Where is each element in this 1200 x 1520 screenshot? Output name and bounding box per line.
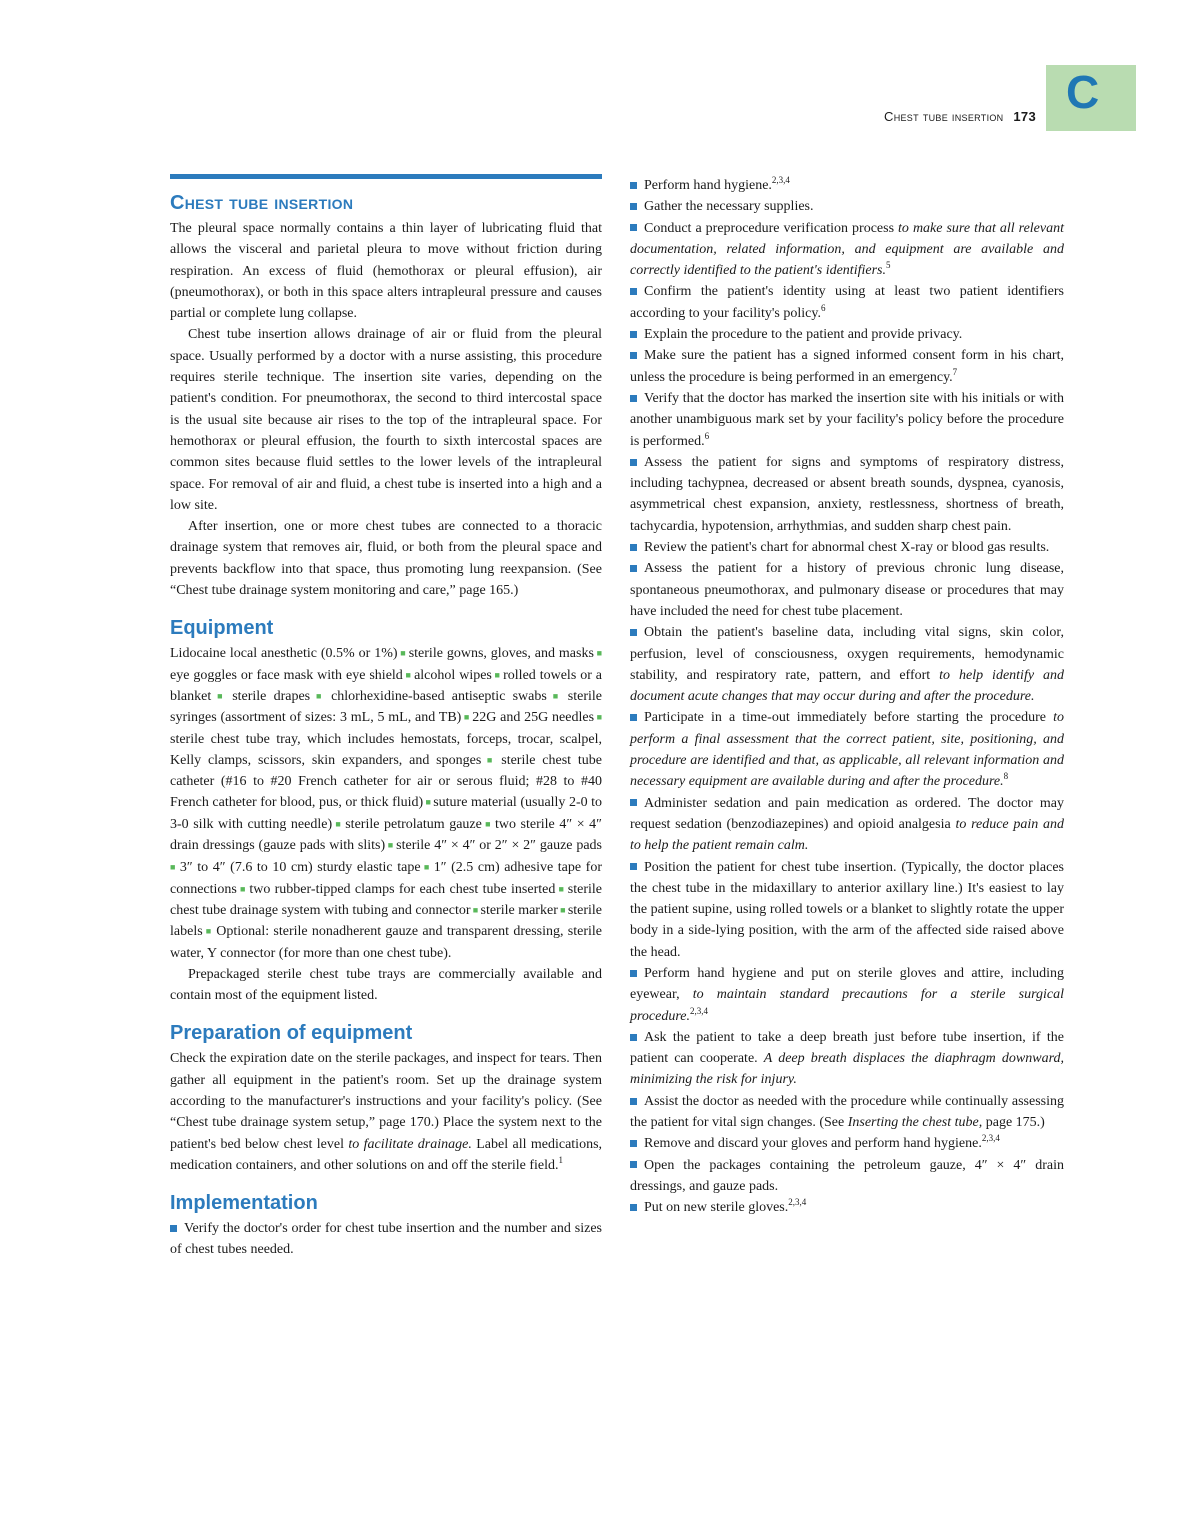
separator-square-icon: ■: [557, 904, 568, 915]
separator-square-icon: ■: [461, 712, 473, 723]
bullet-icon: [630, 1098, 637, 1105]
separator-square-icon: ■: [332, 818, 346, 829]
step-text: Assist the doctor as needed with the procedure while continually assessing the patient for vital sign changes. (See: [630, 1093, 1064, 1131]
step-text: Position the patient for chest tube insertion. (Typically, the doctor places the chest tube in the midaxillary to anterior axillary line.) It's easiest to lay the patient supine, using rolled towels or a blanket to slightly rotate the upper body in a side-lying position, with the arm of the affected side raised above the head.: [630, 859, 1064, 960]
list-item: [630, 218, 1064, 282]
list-item: [630, 1133, 1064, 1154]
step-reference: 8: [1003, 771, 1009, 782]
equipment-item: sterile drapes: [232, 688, 311, 704]
intro-paragraph-1: The pleural space normally contains a thin layer of lubricating fluid that allows the visceral and parietal pleura to move without friction during respiration. An excess of fluid (hemothorax or pleural effusion), air (pneumothorax), or both in this space alters intrapleural pressure and causes partial or complete lung collapse.: [170, 221, 602, 322]
list-item: [630, 281, 1064, 324]
preparation-text: [170, 1048, 602, 1176]
step-text: Open the packages containing the petroleum gauze, 4″ × 4″ drain dressings, and gauze pads.: [630, 1157, 1064, 1194]
bullet-icon: [630, 352, 637, 359]
equipment-list: [170, 643, 602, 963]
list-item: [630, 857, 1064, 963]
step-text: Perform hand hygiene.: [644, 178, 772, 193]
equipment-item: 1″ (2.5 cm) adhesive tape for connections: [170, 860, 603, 897]
equipment-item: sterile syringes (assortment of sizes: 3 mL, 5 mL, and TB): [170, 688, 602, 726]
equipment-item: sterile petrolatum gauze: [345, 816, 482, 832]
separator-square-icon: ■: [170, 862, 180, 873]
step-rationale: Inserting the chest tube,: [847, 1115, 983, 1131]
article-title: Chest tube insertion: [170, 192, 354, 214]
list-item: [630, 1155, 1064, 1198]
separator-square-icon: ■: [594, 712, 603, 723]
bullet-icon: [630, 459, 637, 466]
step-text: Participate in a time-out immediately before starting the procedure: [644, 710, 1046, 726]
intro-paragraph-3: After insertion, one or more chest tubes are connected to a thoracic drainage system that removes air, fluid, or both from the pleural space and prevents backflow into that space, thus promoting lung reexpansion. (See “Chest tube drainage system monitoring and care,” page 165.): [170, 519, 602, 599]
step-text: Administer sedation and pain medication as ordered. The doctor may request sedation (benzodiazepines) and opioid analgesia: [630, 795, 1064, 832]
list-item: [630, 388, 1064, 452]
bullet-icon: [630, 565, 637, 572]
list-item: [630, 1091, 1064, 1134]
bullet-icon: [630, 1034, 637, 1041]
step-rationale: to perform a final assessment that the correct patient, site, positioning, and procedure are identified and that, as applicable, all relevant information and necessary equipment are available during and after the procedure.: [630, 710, 1064, 790]
equipment-item: Lidocaine local anesthetic (0.5% or 1%): [170, 646, 398, 662]
preparation-heading: Preparation of equipment: [170, 1022, 413, 1045]
steps-list: [630, 175, 1064, 1219]
step-text: Assess the patient for signs and symptoms of respiratory distress, including tachypnea, decreased or absent breath sounds, dyspnea, cyanosis, asymmetrical chest expansion, anxiety, restlessness, shortness of breath, tachycardia, hypotension, arrhythmias, and sudden sharp chest pain.: [630, 454, 1064, 534]
step-text: Conduct a preprocedure verification process: [644, 220, 895, 236]
equipment-item: sterile chest tube drainage system with tubing and connector: [170, 881, 603, 918]
running-title: Chest tube insertion: [884, 109, 1004, 124]
list-item: [630, 452, 1064, 537]
bullet-icon: [630, 288, 637, 295]
separator-square-icon: ■: [236, 883, 250, 894]
bullet-icon: [630, 224, 637, 231]
separator-square-icon: ■: [423, 797, 434, 808]
list-item: [630, 196, 1064, 217]
list-item: [630, 793, 1064, 857]
equipment-item: eye goggles or face mask with eye shield: [170, 667, 403, 683]
separator-square-icon: ■: [202, 926, 212, 937]
bullet-icon: [630, 395, 637, 402]
step-tail: page 175.): [985, 1115, 1045, 1131]
step-text: Make sure the patient has a signed informed consent form in his chart, unless the procedure is being performed in an emergency.: [630, 348, 1064, 385]
step-text: Verify the doctor's order for chest tube insertion and the number and sizes of chest tubes needed.: [170, 1221, 602, 1258]
step-text: Obtain the patient's baseline data, including vital signs, skin color, perfusion, level of consciousness, oxygen requirements, hemodynamic stability, and respiratory rate, pattern, and effort: [630, 625, 1064, 683]
right-column: [630, 175, 1064, 1219]
step-text: Verify that the doctor has marked the insertion site with his initials or with another unambiguous mark set by your facility's policy before the procedure is performed.: [630, 390, 1064, 449]
step-reference: 2,3,4: [690, 1005, 708, 1016]
separator-square-icon: ■: [402, 669, 415, 680]
prep-text-2: Label all medications, medication containers, and other solutions on and off the sterile field.: [170, 1136, 603, 1173]
step-reference: 7: [952, 366, 958, 377]
list-item: [630, 175, 1064, 196]
separator-square-icon: ■: [481, 818, 495, 829]
separator-square-icon: ■: [481, 754, 502, 765]
equipment-item: sterile chest tube catheter (#16 to #20 French catheter for air or serous fluid; #28 to #40 French catheter for blood, pus, or thick fluid): [170, 752, 603, 811]
equipment-item: two sterile 4″ × 4″ drain dressings (gauze pads with slits): [170, 816, 602, 854]
list-item: [630, 537, 1064, 558]
implementation-heading: Implementation: [170, 1192, 318, 1215]
bullet-icon: [630, 629, 637, 636]
prep-text: Check the expiration date on the sterile packages, and inspect for tears. Then gather all equipment in the patient's room. Set up the drainage system according to the manufacturer's instructions and your facility's policy. (See “Chest tube drainage system setup,” page 170.) Place the system next to the patient's bed below chest level: [170, 1051, 602, 1152]
step-text: Ask the patient to take a deep breath just before tube insertion, if the patient can cooperate.: [630, 1029, 1064, 1067]
step-reference: 6: [704, 430, 710, 441]
prepackaged-note: Prepackaged sterile chest tube trays are commercially available and contain most of the equipment listed.: [170, 966, 602, 1004]
equipment-item: sterile labels: [170, 902, 603, 940]
equipment-item: sterile gowns, gloves, and masks: [408, 646, 594, 662]
bullet-icon: [630, 970, 637, 977]
prep-rationale: to facilitate drainage.: [348, 1136, 472, 1152]
step-text: Gather the necessary supplies.: [644, 199, 814, 215]
prep-reference: 1: [558, 1154, 564, 1165]
step-rationale: to make sure that all relevant documentation, related information, and equipment are available and correctly identified to the patient's identifiers.: [630, 220, 1064, 279]
list-item: [630, 558, 1064, 622]
step-rationale: to maintain standard precautions for a sterile surgical procedure.: [630, 987, 1064, 1024]
equipment-item: chlorhexidine-based antiseptic swabs: [331, 688, 547, 704]
page-number: 173: [1013, 109, 1036, 124]
list-item: [630, 963, 1064, 1027]
step-text: Remove and discard your gloves and perform hand hygiene.: [644, 1136, 982, 1152]
step-reference: 5: [885, 260, 891, 271]
step-rationale: A deep breath displaces the diaphragm downward, minimizing the risk for injury.: [630, 1051, 1065, 1088]
step-reference: 2,3,4: [771, 175, 790, 185]
bullet-icon: [630, 863, 637, 870]
list-item: [630, 707, 1064, 792]
separator-square-icon: ■: [310, 690, 332, 701]
list-item: [630, 324, 1064, 345]
equipment-item: 22G and 25G needles: [472, 710, 595, 726]
separator-square-icon: ■: [546, 690, 568, 701]
step-text: Perform hand hygiene and put on sterile gloves and attire, including eyewear,: [630, 965, 1064, 1003]
bullet-icon: [630, 799, 637, 806]
equipment-item: two rubber-tipped clamps for each chest tube inserted: [249, 881, 556, 897]
bullet-icon: [630, 714, 637, 721]
separator-square-icon: ■: [211, 690, 233, 701]
separator-square-icon: ■: [397, 648, 409, 659]
step-reference: 2,3,4: [788, 1197, 807, 1208]
bullet-icon: [630, 544, 637, 551]
section-tab: [1046, 65, 1136, 131]
equipment-item: alcohol wipes: [414, 667, 492, 683]
bullet-icon: [630, 1204, 637, 1211]
title-rule: [170, 174, 602, 179]
step-rationale: to help identify and document acute changes that may occur during and after the procedure.: [630, 667, 1064, 705]
list-item: [630, 1197, 1064, 1218]
equipment-item: 3″ to 4″ (7.6 to 10 cm) sturdy elastic tape: [179, 860, 421, 876]
step-text: Confirm the patient's identity using at least two patient identifiers according to your facility's policy.: [630, 284, 1064, 321]
equipment-item: sterile marker: [480, 902, 558, 918]
bullet-icon: [630, 182, 637, 189]
list-item: [630, 345, 1064, 388]
equipment-item: suture material (usually 2-0 to 3-0 silk with cutting needle): [170, 795, 603, 832]
bullet-icon: [630, 203, 637, 210]
step-text: Put on new sterile gloves.: [644, 1200, 789, 1216]
separator-square-icon: ■: [385, 840, 397, 851]
bullet-icon: [630, 1140, 637, 1147]
list-item: [170, 1218, 602, 1261]
equipment-item: sterile chest tube tray, which includes hemostats, forceps, trocar, scalpel, Kelly clamps, scissors, skin expanders, and sponges: [170, 731, 602, 768]
intro-paragraph-2: Chest tube insertion allows drainage of air or fluid from the pleural space. Usually performed by a doctor with a nurse assisting, this procedure requires sterile technique. The insertion site varies, depending on the patient's condition. For pneumothorax, the second to third intercostal space is the usual site because air rises to the top of the intrapleural space. For hemothorax or pleural effusion, the fourth to sixth intercostal spaces are common sites because fluid settles to the lower levels of the intrapleural space. For removal of air and fluid, a chest tube is inserted into a high and a low site.: [170, 327, 602, 513]
section-letter: C: [1066, 66, 1100, 118]
bullet-icon: [630, 331, 637, 338]
equipment-optional: Optional: sterile nonadherent gauze and transparent dressing, sterile water, Y connector (for more than one chest tube).: [170, 924, 603, 961]
running-head: [884, 109, 1036, 124]
bullet-icon: [630, 1161, 637, 1168]
left-column: [170, 174, 602, 1261]
separator-square-icon: ■: [420, 862, 434, 873]
separator-square-icon: ■: [555, 883, 568, 894]
step-reference: 2,3,4: [981, 1133, 1000, 1144]
equipment-heading: Equipment: [170, 617, 274, 640]
bullet-icon: [170, 1225, 177, 1232]
separator-square-icon: ■: [593, 648, 603, 659]
step-reference: 6: [820, 302, 826, 313]
step-text: Assess the patient for a history of previous chronic lung disease, spontaneous pneumothorax, and pulmonary disease or procedures that may have included the need for chest tube placement.: [630, 561, 1064, 619]
step-text: Review the patient's chart for abnormal chest X-ray or blood gas results.: [644, 540, 1050, 556]
equipment-item: rolled towels or a blanket: [170, 667, 603, 704]
separator-square-icon: ■: [470, 904, 481, 915]
implementation-first-step: [170, 1218, 602, 1261]
step-rationale: to reduce pain and to help the patient remain calm.: [630, 816, 1065, 854]
separator-square-icon: ■: [491, 669, 504, 680]
list-item: [630, 622, 1064, 707]
equipment-item: sterile 4″ × 4″ or 2″ × 2″ gauze pads: [396, 838, 602, 854]
list-item: [630, 1027, 1064, 1091]
step-text: Explain the procedure to the patient and provide privacy.: [644, 327, 963, 343]
